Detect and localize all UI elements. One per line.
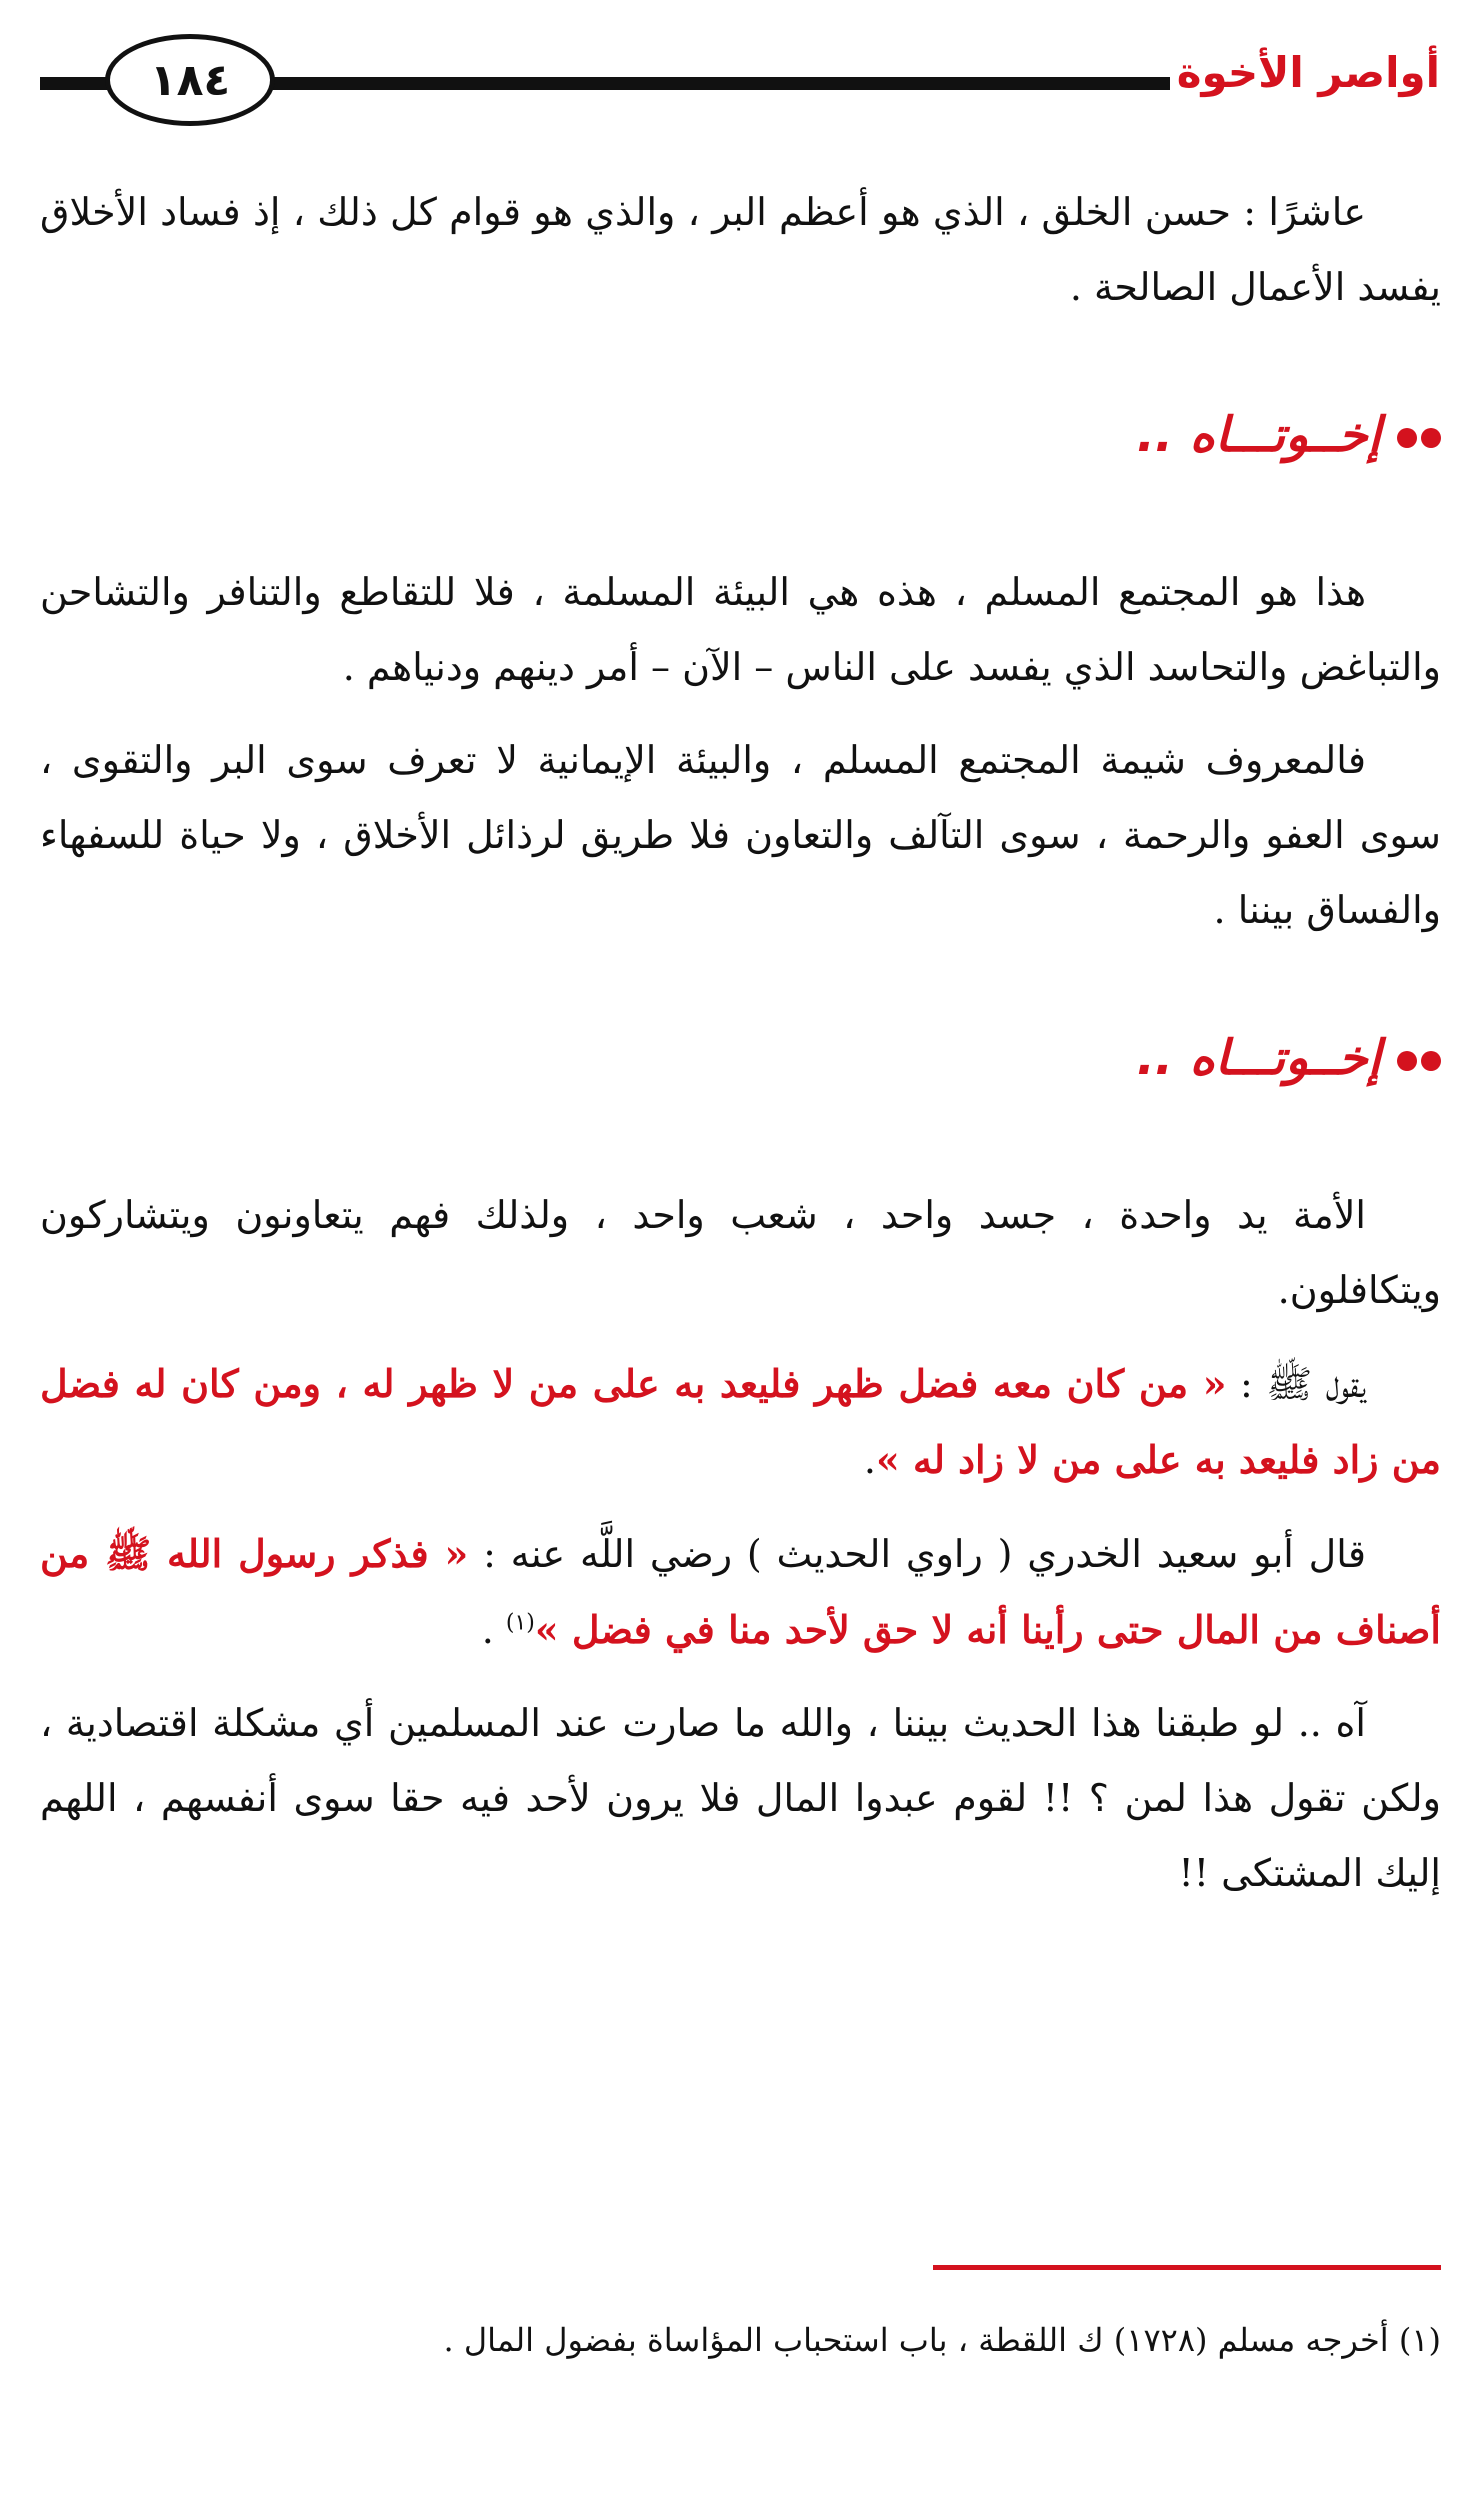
section-heading-2 — [40, 1018, 1441, 1098]
footnote-divider — [933, 2265, 1441, 2270]
section-heading-1 — [40, 395, 1441, 475]
narrator-end: . — [481, 1608, 506, 1652]
bullet-icon — [1393, 1018, 1441, 1098]
paragraph-5 — [40, 1346, 1441, 1498]
section-heading-text: إخــوتـــاه .. — [1136, 1030, 1381, 1086]
footnote-reference: (١) — [505, 1610, 535, 1636]
page-number: ١٨٤ — [149, 54, 231, 106]
page-number-oval — [105, 34, 275, 126]
page-header — [40, 30, 1440, 130]
bullet-icon — [1393, 395, 1441, 475]
paragraph-2: هذا هو المجتمع المسلم ، هذه هي البيئة المسلمة ، فلا للتقاطع والتنافر والتشاحن والتباغض والتحاسد الذي يفسد على الناس – الآن – أمر دينهم ودنياهم . — [40, 570, 1441, 689]
hadith-quote: « من كان معه فضل ظهر فليعد به على من لا ظهر له ، ومن كان له فضل من زاد فليعد به على من لا زاد له » — [40, 1361, 1441, 1482]
narrator-quote: « فذكر رسول الله ﷺ من أصناف من المال حتى رأينا أنه لا حق لأحد منا في فضل » — [40, 1531, 1441, 1652]
hadith-end: . — [863, 1438, 876, 1482]
paragraph-3: فالمعروف شيمة المجتمع المسلم ، والبيئة الإيمانية لا تعرف سوى البر والتقوى ، سوى العفو والرحمة ، سوى التآلف والتعاون فلا طريق لرذائل الأخلاق ، ولا حياة للسفهاء والفساق بيننا . — [40, 738, 1441, 932]
paragraph-1: عاشرًا : حسن الخلق ، الذي هو أعظم البر ، والذي هو قوام كل ذلك ، إذ فساد الأخلاق يفسد الأعمال الصالحة . — [40, 190, 1441, 309]
paragraph-4: الأمة يد واحدة ، جسد واحد ، شعب واحد ، ولذلك فهم يتعاونون ويتشاركون ويتكافلون. — [40, 1193, 1441, 1312]
narrator-intro: قال أبو سعيد الخدري ( راوي الحديث ) رضي اللَّه عنه : — [468, 1532, 1366, 1576]
page-body — [40, 175, 1441, 1911]
paragraph-7: آه .. لو طبقنا هذا الحديث بيننا ، والله ما صارت عند المسلمين أي مشكلة اقتصادية ، ولكن تقول هذا لمن ؟ !! لقوم عبدوا المال فلا يرون لأحد فيه حقا سوى أنفسهم ، اللهم إليك المشتكى !! — [40, 1701, 1441, 1895]
book-title: أواصر الأخوة — [1176, 48, 1440, 97]
footnote-text: (١) أخرجه مسلم (١٧٢٨) ك اللقطة ، باب استحباب المؤاساة بفضول المال . — [443, 2321, 1441, 2359]
section-heading-text: إخــوتـــاه .. — [1136, 407, 1381, 463]
hadith-intro: يقول ﷺ : — [1226, 1362, 1366, 1406]
paragraph-6 — [40, 1516, 1441, 1668]
